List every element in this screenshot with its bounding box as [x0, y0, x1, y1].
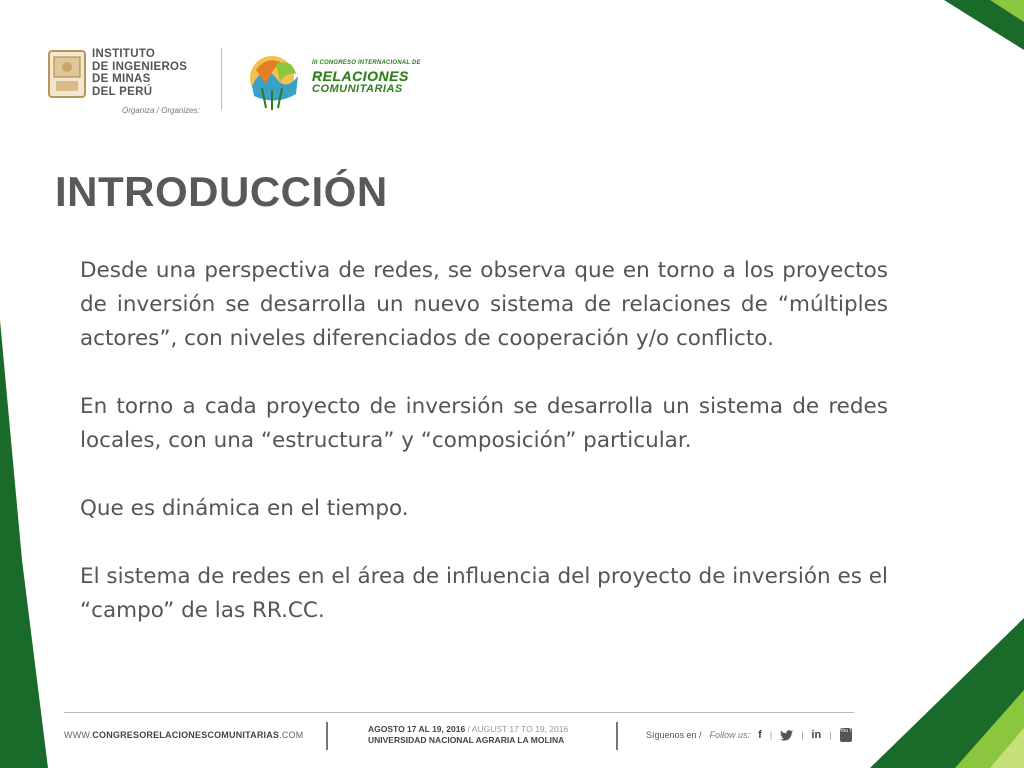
- social-separator: |: [829, 730, 832, 740]
- footer-social: [646, 728, 861, 742]
- congreso-emblem-icon: [236, 48, 308, 112]
- header-divider: [221, 48, 222, 110]
- footer-website-link[interactable]: WWW.CONGRESORELACIONESCOMUNITARIAS.COM: [64, 730, 304, 740]
- iimp-logo: [48, 48, 208, 114]
- footer-divider: [64, 712, 854, 713]
- social-separator: |: [801, 730, 804, 740]
- shield-icon: [48, 50, 86, 98]
- slide-title: INTRODUCCIÓN: [55, 168, 388, 215]
- congreso-subtitle: III CONGRESO INTERNACIONAL DE: [312, 60, 421, 66]
- twitter-icon[interactable]: [780, 730, 793, 741]
- congreso-logo: [236, 48, 436, 114]
- footer-venue: UNIVERSIDAD NACIONAL AGRARIA LA MOLINA: [368, 735, 565, 745]
- social-separator: |: [769, 730, 773, 740]
- siguenos-label: Síguenos en /: [646, 730, 702, 740]
- footer-separator: [326, 722, 328, 750]
- footer-separator: [616, 722, 618, 750]
- follow-label: Follow us:: [709, 730, 751, 740]
- paragraph-1: Desde una perspectiva de redes, se observa que en torno a los proyectos de inversión se desarrolla un nuevo sistema de relaciones de “múltiples actores”, con niveles diferenciados de cooperación y/o conflicto.: [80, 258, 888, 351]
- congreso-title-1: RELACIONES: [312, 68, 409, 84]
- linkedin-icon[interactable]: in: [811, 729, 822, 741]
- organiza-label: Organiza / Organizes:: [122, 106, 200, 115]
- footer-event-info: AGOSTO 17 AL 19, 2016 / AUGUST 17 TO 19, 2016 UNIVERSIDAD NACIONAL AGRARIA LA MOLINA: [368, 724, 569, 745]
- iimp-name: INSTITUTO DE INGENIEROS DE MINAS DEL PERÚ: [92, 48, 188, 98]
- slide-body: [80, 254, 888, 628]
- congreso-title-2: COMUNITARIAS: [312, 83, 403, 95]
- paragraph-4: El sistema de redes en el área de influencia del proyecto de inversión es el “campo” de las RR.CC.: [80, 564, 888, 623]
- facebook-icon[interactable]: f: [758, 729, 762, 741]
- paragraph-2: En torno a cada proyecto de inversión se desarrolla un sistema de redes locales, con una “estructura” y “composición” particular.: [80, 394, 888, 453]
- youtube-icon[interactable]: You Tube: [840, 728, 852, 742]
- paragraph-3: Que es dinámica en el tiempo.: [80, 496, 409, 521]
